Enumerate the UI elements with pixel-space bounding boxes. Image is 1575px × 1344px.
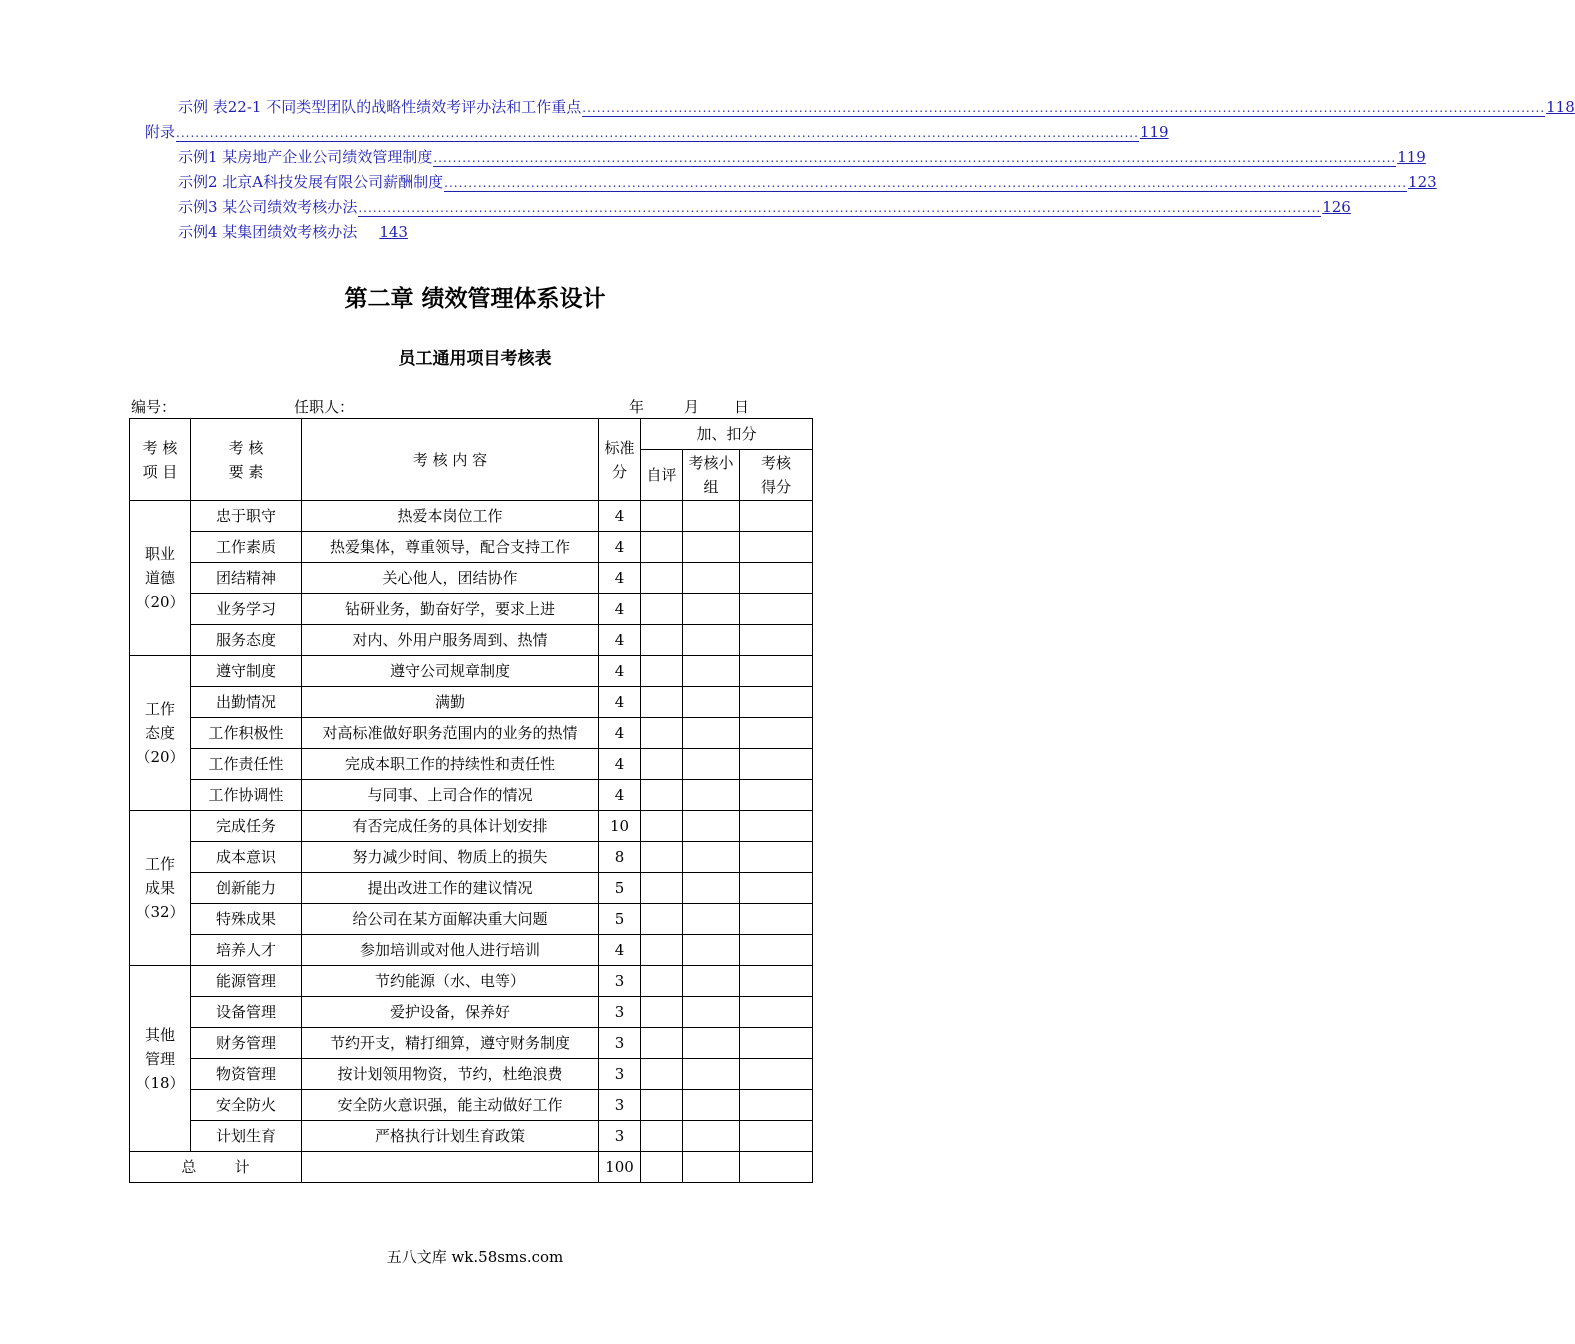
table-row (130, 1121, 813, 1152)
element-cell: 团结精神 (191, 563, 302, 594)
group-eval-cell[interactable] (683, 656, 740, 687)
table-row (130, 997, 813, 1028)
content-cell: 安全防火意识强，能主动做好工作 (302, 1090, 599, 1121)
total-score-cell[interactable] (740, 1152, 813, 1183)
table-row (130, 625, 813, 656)
group-eval-cell[interactable] (683, 501, 740, 532)
self-eval-cell[interactable] (641, 780, 683, 811)
standard-score-cell: 4 (599, 656, 641, 687)
content-cell: 严格执行计划生育政策 (302, 1121, 599, 1152)
standard-score-cell: 4 (599, 532, 641, 563)
element-cell: 工作责任性 (191, 749, 302, 780)
table-row (130, 687, 813, 718)
final-score-cell[interactable] (740, 1028, 813, 1059)
element-cell: 忠于职守 (191, 501, 302, 532)
element-cell: 完成任务 (191, 811, 302, 842)
total-value: 100 (599, 1152, 641, 1183)
content-cell: 努力减少时间、物质上的损失 (302, 842, 599, 873)
group-eval-cell[interactable] (683, 749, 740, 780)
self-eval-cell[interactable] (641, 532, 683, 563)
table-row (130, 780, 813, 811)
standard-score-cell: 4 (599, 780, 641, 811)
content-cell: 与同事、上司合作的情况 (302, 780, 599, 811)
toc-entry[interactable] (178, 96, 1575, 118)
self-eval-cell[interactable] (641, 904, 683, 935)
final-score-cell[interactable] (740, 563, 813, 594)
toc-page-number[interactable]: 118 (1546, 98, 1575, 116)
element-cell: 设备管理 (191, 997, 302, 1028)
standard-score-cell: 3 (599, 1059, 641, 1090)
toc-entry-text: 附录 (145, 123, 176, 141)
content-cell: 给公司在某方面解决重大问题 (302, 904, 599, 935)
content-cell: 钻研业务，勤奋好学，要求上进 (302, 594, 599, 625)
element-cell: 财务管理 (191, 1028, 302, 1059)
evaluation-table (129, 418, 813, 1183)
table-row (130, 749, 813, 780)
final-score-cell[interactable] (740, 594, 813, 625)
final-score-cell[interactable] (740, 501, 813, 532)
group-eval-cell[interactable] (683, 935, 740, 966)
final-score-cell[interactable] (740, 842, 813, 873)
content-cell: 对内、外用户服务周到、热情 (302, 625, 599, 656)
header-group: 考核小 组 (683, 450, 740, 501)
final-score-cell[interactable] (740, 1090, 813, 1121)
element-cell: 创新能力 (191, 873, 302, 904)
content-cell: 爱护设备，保养好 (302, 997, 599, 1028)
table-row (130, 718, 813, 749)
group-eval-cell[interactable] (683, 1059, 740, 1090)
final-score-cell[interactable] (740, 749, 813, 780)
total-group-cell[interactable] (683, 1152, 740, 1183)
final-score-cell[interactable] (740, 935, 813, 966)
group-eval-cell[interactable] (683, 718, 740, 749)
header-score: 考核 得分 (740, 450, 813, 501)
standard-score-cell: 3 (599, 1028, 641, 1059)
group-eval-cell[interactable] (683, 532, 740, 563)
self-eval-cell[interactable] (641, 811, 683, 842)
element-cell: 业务学习 (191, 594, 302, 625)
category-cell: 工作 态度 （20） (130, 656, 191, 811)
self-eval-cell[interactable] (641, 1028, 683, 1059)
standard-score-cell: 5 (599, 873, 641, 904)
category-cell: 其他 管理 （18） (130, 966, 191, 1152)
table-row (130, 842, 813, 873)
group-eval-cell[interactable] (683, 594, 740, 625)
element-cell: 工作协调性 (191, 780, 302, 811)
standard-score-cell: 3 (599, 1121, 641, 1152)
self-eval-cell[interactable] (641, 749, 683, 780)
content-cell: 关心他人，团结协作 (302, 563, 599, 594)
self-eval-cell[interactable] (641, 1121, 683, 1152)
toc-entry-text: 示例 表22-1 不同类型团队的战略性绩效考评办法和工作重点 (178, 98, 582, 116)
toc-page-number[interactable]: 119 (1397, 148, 1426, 166)
standard-score-cell: 4 (599, 594, 641, 625)
self-eval-cell[interactable] (641, 966, 683, 997)
group-eval-cell[interactable] (683, 687, 740, 718)
self-eval-cell[interactable] (641, 501, 683, 532)
final-score-cell[interactable] (740, 532, 813, 563)
total-content-cell[interactable] (302, 1152, 599, 1183)
table-row (130, 532, 813, 563)
standard-score-cell: 3 (599, 966, 641, 997)
toc-entry[interactable] (178, 221, 478, 243)
table-row (130, 966, 813, 997)
table-row (130, 873, 813, 904)
header-standard: 标准 分 (599, 419, 641, 501)
person-label: 任职人： (294, 398, 355, 416)
standard-score-cell: 4 (599, 687, 641, 718)
table-row (130, 501, 813, 532)
self-eval-cell[interactable] (641, 656, 683, 687)
day-label: 日 (734, 398, 750, 416)
table-row (130, 904, 813, 935)
toc-leader: ........................................................................................................................................................................................................ (358, 201, 1322, 215)
final-score-cell[interactable] (740, 718, 813, 749)
element-cell: 培养人才 (191, 935, 302, 966)
group-eval-cell[interactable] (683, 563, 740, 594)
element-cell: 服务态度 (191, 625, 302, 656)
toc-leader: ........................................................................................................................................................................................................ (433, 151, 1397, 165)
toc-page-number[interactable]: 119 (1139, 123, 1169, 141)
toc-leader: ........................................................................................................................................................................................................ (176, 126, 1139, 140)
final-score-cell[interactable] (740, 873, 813, 904)
toc-leader: ........................................................................................................................................................................................................ (582, 101, 1546, 115)
self-eval-cell[interactable] (641, 997, 683, 1028)
group-eval-cell[interactable] (683, 966, 740, 997)
element-cell: 工作素质 (191, 532, 302, 563)
total-self-cell[interactable] (641, 1152, 683, 1183)
self-eval-cell[interactable] (641, 625, 683, 656)
toc-entry[interactable] (178, 146, 1426, 168)
toc-entry[interactable] (145, 121, 1169, 143)
number-label: 编号： (131, 398, 177, 416)
standard-score-cell: 4 (599, 718, 641, 749)
group-eval-cell[interactable] (683, 811, 740, 842)
standard-score-cell: 4 (599, 501, 641, 532)
content-cell: 节约能源（水、电等） (302, 966, 599, 997)
standard-score-cell: 3 (599, 1090, 641, 1121)
standard-score-cell: 10 (599, 811, 641, 842)
final-score-cell[interactable] (740, 625, 813, 656)
total-label: 总 计 (130, 1152, 302, 1183)
header-element: 考 核 要 素 (191, 419, 302, 501)
self-eval-cell[interactable] (641, 842, 683, 873)
toc-entry-text: 示例2 北京A科技发展有限公司薪酬制度 (178, 173, 444, 191)
element-cell: 物资管理 (191, 1059, 302, 1090)
chapter-title: 第二章 绩效管理体系设计 (344, 286, 606, 312)
element-cell: 安全防火 (191, 1090, 302, 1121)
standard-score-cell: 4 (599, 749, 641, 780)
group-eval-cell[interactable] (683, 780, 740, 811)
element-cell: 出勤情况 (191, 687, 302, 718)
toc-page-number[interactable]: 126 (1322, 198, 1351, 216)
table-row (130, 1028, 813, 1059)
element-cell: 特殊成果 (191, 904, 302, 935)
category-cell: 职业 道德 （20） (130, 501, 191, 656)
toc-entry[interactable] (178, 171, 1437, 193)
category-cell: 工作 成果 （32） (130, 811, 191, 966)
content-cell: 满勤 (302, 687, 599, 718)
year-label: 年 (629, 398, 645, 416)
final-score-cell[interactable] (740, 811, 813, 842)
content-cell: 参加培训或对他人进行培训 (302, 935, 599, 966)
content-cell: 热爱本岗位工作 (302, 501, 599, 532)
element-cell: 遵守制度 (191, 656, 302, 687)
table-row (130, 1090, 813, 1121)
content-cell: 热爱集体，尊重领导，配合支持工作 (302, 532, 599, 563)
toc-entry-text: 示例3 某公司绩效考核办法 (178, 198, 358, 216)
header-self: 自评 (641, 450, 683, 501)
header-adjust: 加、扣分 (641, 419, 813, 450)
toc-entry-text: 示例1 某房地产企业公司绩效管理制度 (178, 148, 433, 166)
final-score-cell[interactable] (740, 780, 813, 811)
group-eval-cell[interactable] (683, 997, 740, 1028)
group-eval-cell[interactable] (683, 1090, 740, 1121)
group-eval-cell[interactable] (683, 1121, 740, 1152)
final-score-cell[interactable] (740, 997, 813, 1028)
table-row (130, 594, 813, 625)
table-row (130, 811, 813, 842)
group-eval-cell[interactable] (683, 842, 740, 873)
content-cell: 按计划领用物资，节约，杜绝浪费 (302, 1059, 599, 1090)
header-content: 考 核 内 容 (302, 419, 599, 501)
table-row (130, 935, 813, 966)
group-eval-cell[interactable] (683, 904, 740, 935)
group-eval-cell[interactable] (683, 625, 740, 656)
final-score-cell[interactable] (740, 1121, 813, 1152)
toc-page-number[interactable]: 123 (1408, 173, 1437, 191)
table-title: 员工通用项目考核表 (398, 349, 552, 369)
element-cell: 计划生育 (191, 1121, 302, 1152)
toc-entry[interactable] (178, 196, 1351, 218)
group-eval-cell[interactable] (683, 1028, 740, 1059)
self-eval-cell[interactable] (641, 1059, 683, 1090)
table-row (130, 563, 813, 594)
standard-score-cell: 4 (599, 935, 641, 966)
content-cell: 对高标准做好职务范围内的业务的热情 (302, 718, 599, 749)
content-cell: 有否完成任务的具体计划安排 (302, 811, 599, 842)
self-eval-cell[interactable] (641, 687, 683, 718)
standard-score-cell: 4 (599, 563, 641, 594)
standard-score-cell: 8 (599, 842, 641, 873)
content-cell: 提出改进工作的建议情况 (302, 873, 599, 904)
element-cell: 成本意识 (191, 842, 302, 873)
toc-page-number[interactable]: 143 (379, 223, 408, 241)
table-row (130, 656, 813, 687)
header-item: 考 核 项 目 (130, 419, 191, 501)
element-cell: 工作积极性 (191, 718, 302, 749)
final-score-cell[interactable] (740, 904, 813, 935)
content-cell: 节约开支，精打细算，遵守财务制度 (302, 1028, 599, 1059)
toc-leader: ........................................................................................................................................................................................................ (444, 176, 1408, 190)
total-row (130, 1152, 813, 1183)
content-cell: 完成本职工作的持续性和责任性 (302, 749, 599, 780)
group-eval-cell[interactable] (683, 873, 740, 904)
final-score-cell[interactable] (740, 1059, 813, 1090)
self-eval-cell[interactable] (641, 935, 683, 966)
final-score-cell[interactable] (740, 966, 813, 997)
self-eval-cell[interactable] (641, 594, 683, 625)
standard-score-cell: 3 (599, 997, 641, 1028)
element-cell: 能源管理 (191, 966, 302, 997)
self-eval-cell[interactable] (641, 563, 683, 594)
final-score-cell[interactable] (740, 687, 813, 718)
month-label: 月 (684, 398, 700, 416)
self-eval-cell[interactable] (641, 873, 683, 904)
toc-entry-text: 示例4 某集团绩效考核办法 (178, 223, 358, 241)
self-eval-cell[interactable] (641, 1090, 683, 1121)
standard-score-cell: 4 (599, 625, 641, 656)
standard-score-cell: 5 (599, 904, 641, 935)
footer-watermark: 五八文库 wk.58sms.com (386, 1248, 564, 1266)
self-eval-cell[interactable] (641, 718, 683, 749)
content-cell: 遵守公司规章制度 (302, 656, 599, 687)
table-row (130, 1059, 813, 1090)
final-score-cell[interactable] (740, 656, 813, 687)
